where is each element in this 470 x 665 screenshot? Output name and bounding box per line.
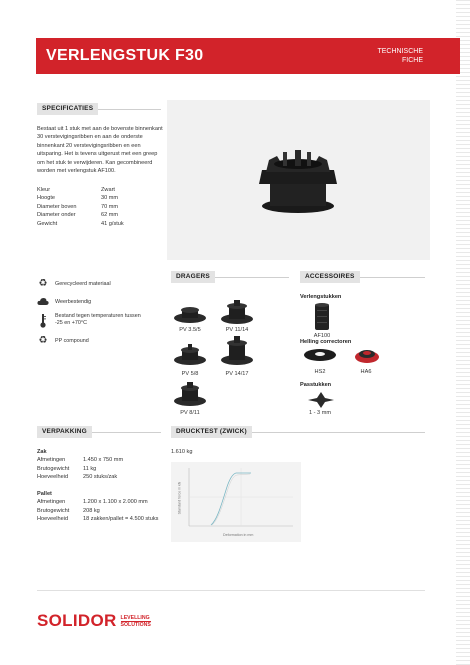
graph-x-axis-label: Deformation in mm — [223, 533, 254, 537]
brand-logo — [37, 611, 151, 631]
page-title: VERLENGSTUK F30 — [46, 47, 204, 64]
section-heading-accessoires: ACCESSOIRES — [300, 271, 360, 283]
spec-row: Kleur Zwart — [37, 187, 115, 193]
spec-table — [37, 186, 124, 228]
drager-label: PV 8/11 — [180, 410, 200, 416]
feature-recycled: ♻ Gerecycleerd materiaal — [38, 278, 111, 289]
accessoire-label: AF100 — [313, 333, 331, 339]
drager-label: PV 3.5/5 — [179, 327, 201, 333]
accessoire-label: HS2 — [314, 369, 326, 375]
extension-piece-image — [167, 100, 430, 260]
pedestal-pv-11-14-image — [219, 298, 255, 326]
slope-corrector-ha6-image — [353, 345, 381, 365]
feature-temperature: Bestand tegen temperaturen tussen -25 en +70°C — [37, 313, 141, 327]
packaging-pallet — [37, 490, 158, 524]
drager-label: PV 5/8 — [181, 371, 199, 377]
spec-row: Gewicht 41 g/stuk — [37, 220, 124, 227]
feature-pp-compound: ♻ PP compound — [38, 335, 89, 346]
accessoires-verlengstukken-title: Verlengstukken — [300, 294, 342, 300]
accessoires-helling-title: Helling correctoren — [300, 339, 352, 345]
spec-row: Hoogte 30 mm — [37, 195, 119, 202]
drager-label: PV 14/17 — [225, 371, 249, 377]
page-header — [36, 38, 460, 74]
section-heading-dragers: DRAGERS — [171, 271, 215, 283]
spec-row: Diameter onder 62 mm — [37, 212, 119, 219]
force-deformation-curve — [171, 462, 301, 542]
recycle-icon: ♻ — [38, 335, 48, 346]
extension-af100-image — [313, 302, 331, 332]
pedestal-pv-8-11-image — [172, 380, 208, 408]
product-photo — [167, 100, 430, 260]
feature-weatherproof: Weerbestendig — [37, 296, 91, 308]
document-type-line1: TECHNISCHE — [377, 48, 423, 55]
section-heading-verpakking: VERPAKKING — [37, 426, 92, 438]
page-edge-ruler — [456, 0, 470, 665]
force-deformation-graph — [171, 462, 301, 542]
packaging-row: Brutogewicht 11 kg — [37, 465, 97, 472]
spec-row: Diameter boven 70 mm — [37, 203, 119, 210]
pedestal-pv-5-8-image — [172, 343, 208, 367]
packaging-row: Afmetingen 1.450 x 750 mm — [37, 457, 124, 464]
packaging-row: Hoeveelheid 18 zakken/pallet = 4.500 stuks — [37, 516, 159, 523]
spec-description: Bestaat uit 1 stuk met aan de bovenste binnenkant 30 verstevigingsribben en aan de onderste binnenkant 20 verstevigingsribben en een uitsparing. Het is tevens uitgerust met een greep om het stuk te verwijderen. Kan gecombineerd worden met verlengstuk AF100. — [37, 126, 163, 175]
recycle-icon: ♻ — [38, 278, 48, 289]
accessoire-label: HA6 — [360, 369, 372, 375]
thermometer-icon — [37, 314, 49, 326]
packaging-row: Hoeveelheid 250 stuks/zak — [37, 474, 118, 481]
section-heading-specificaties: SPECIFICATIES — [37, 103, 98, 115]
packaging-bag-title: Zak — [37, 449, 47, 455]
document-type-line2: FICHE — [402, 57, 423, 64]
packaging-row: Brutogewicht 208 kg — [37, 507, 100, 514]
footer-divider — [37, 590, 425, 591]
brand-tagline: LEVELLING SOLUTIONS — [120, 614, 151, 628]
shim-image — [306, 390, 336, 410]
pedestal-pv-3-5-5-image — [172, 304, 208, 326]
packaging-row: Afmetingen 1.200 x 1.100 x 2.000 mm — [37, 499, 148, 506]
drager-label: PV 11/14 — [225, 327, 249, 333]
accessoires-passtukken-title: Passtukken — [300, 382, 332, 388]
slope-corrector-hs2-image — [302, 347, 338, 363]
packaging-pallet-title: Pallet — [37, 491, 52, 497]
cloud-icon — [37, 296, 49, 308]
brand-name: SOLIDOR — [37, 611, 117, 630]
graph-y-axis-label: Standard force in kN — [177, 481, 182, 515]
section-heading-drucktest: DRUCKTEST (ZWICK) — [171, 426, 252, 438]
drucktest-value: 1.610 kg — [171, 449, 193, 455]
packaging-bag — [37, 448, 123, 482]
pedestal-pv-14-17-image — [219, 335, 255, 367]
document-type — [377, 47, 423, 65]
accessoire-label: 1 - 3 mm — [308, 410, 332, 416]
